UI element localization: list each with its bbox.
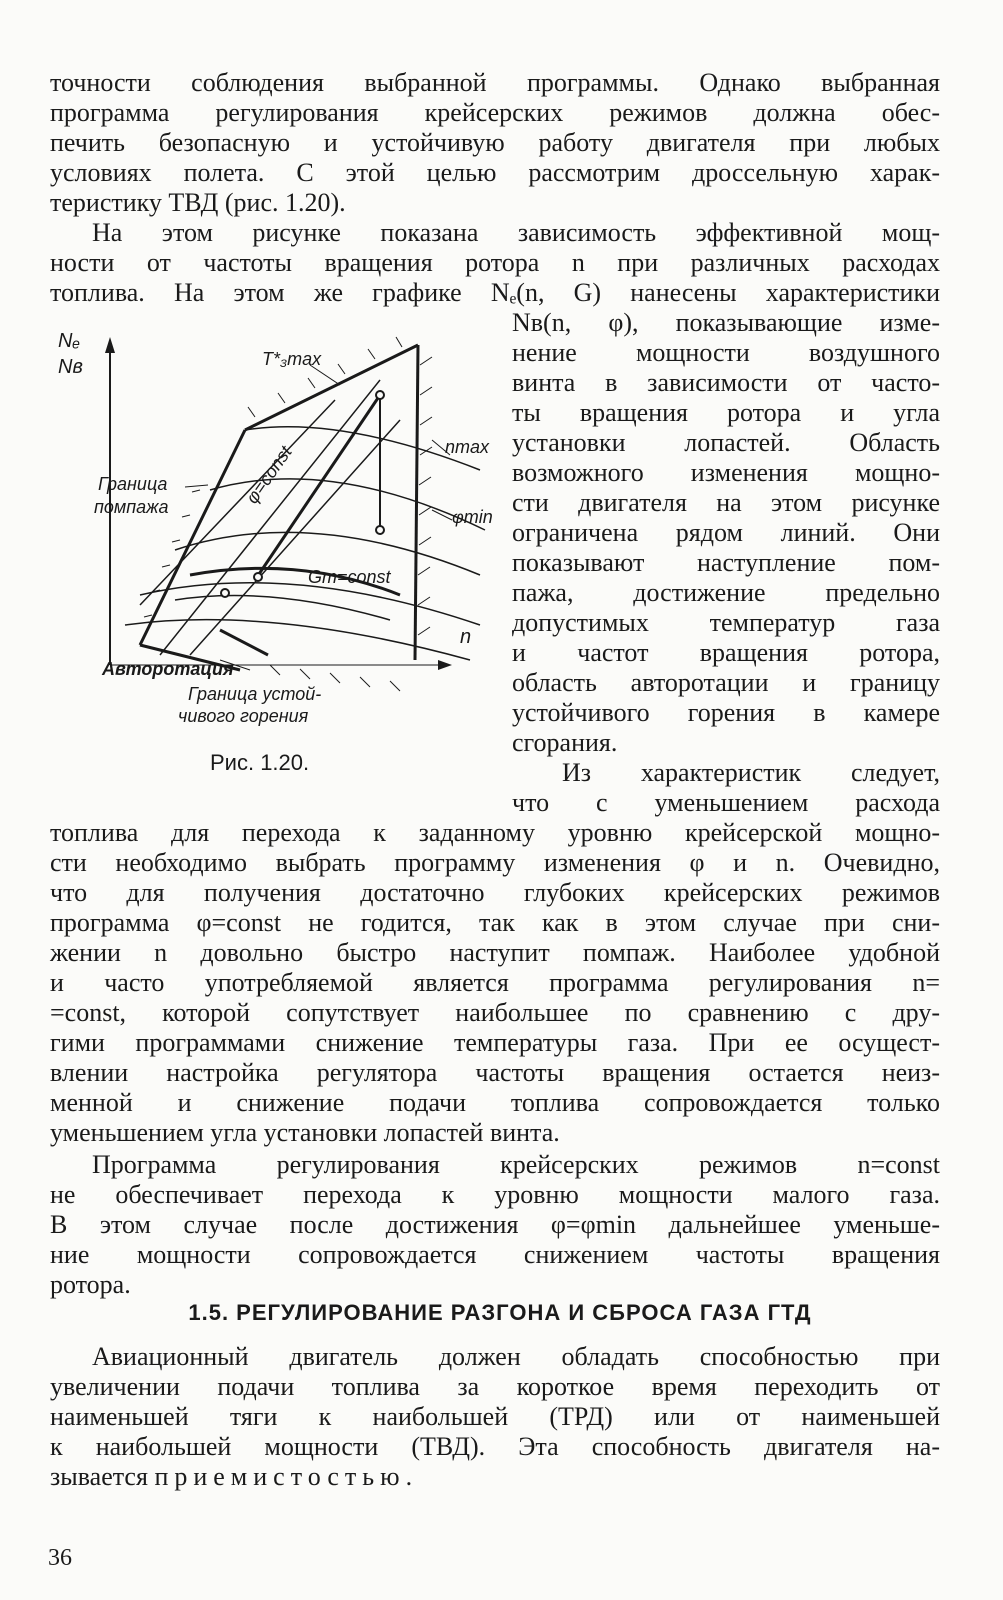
x-axis-label: n	[460, 626, 472, 648]
text-line: сти двигателя на этом рисунке	[512, 488, 940, 517]
text-line	[50, 1462, 940, 1492]
text-line: пажа, достижение предельно	[512, 578, 940, 607]
combustion-boundary	[220, 630, 268, 655]
text-line: устойчивого горения в камере	[512, 698, 940, 727]
text-line: программа φ=const не годится, так как в этом случае при сни-	[50, 908, 940, 937]
program-line	[255, 395, 380, 580]
x-axis-arrow	[438, 660, 452, 670]
text-line: программа регулирования крейсерских режимов должна обес-	[50, 98, 940, 127]
text-line: Из характеристик следует,	[562, 758, 940, 787]
n-const-curves	[125, 427, 485, 660]
section-heading: 1.5. РЕГУЛИРОВАНИЕ РАЗГОНА И СБРОСА ГАЗА ГТД	[188, 1300, 812, 1325]
text-fragment: зывается	[50, 1462, 155, 1491]
hatching	[144, 337, 432, 691]
text-line: На этом рисунке показана зависимость эффективной мощ-	[92, 218, 940, 247]
text-line: сти необходимо выбрать программу изменения φ и n. Очевидно,	[50, 848, 940, 877]
text-line: увеличении подачи топлива за короткое время переходить от	[50, 1372, 940, 1401]
text-line: допустимых температур газа	[512, 608, 940, 637]
figure-1-20	[40, 325, 500, 745]
y-axis-arrow	[105, 337, 115, 353]
text-line: Программа регулирования крейсерских режимов n=const	[92, 1150, 940, 1179]
t3max-label: T*₃max	[262, 349, 322, 369]
text-line: =const, которой сопутствует наибольшее по сравнению с дру-	[50, 998, 940, 1027]
text-line: ты вращения ротора и угла	[512, 398, 940, 427]
text-line: не обеспечивает перехода к уровню мощности малого газа.	[50, 1180, 940, 1209]
figure-caption: Рис. 1.20.	[210, 750, 310, 775]
text-line: топлива. На этом же графике Nₑ(n, G) нанесены характеристики	[50, 278, 940, 307]
text-line: что для получения достаточно глубоких крейсерских режимов	[50, 878, 940, 907]
text-line: жении n довольно быстро наступит помпаж. Наиболее удобной	[50, 938, 940, 967]
text-line: и частот вращения ротора,	[512, 638, 940, 667]
page-number: 36	[48, 1545, 72, 1571]
y-axis-label: Nв	[58, 356, 83, 378]
operating-point	[254, 573, 262, 581]
text-line: сгорания.	[512, 728, 618, 757]
text-line: Авиационный двигатель должен обладать способностью при	[92, 1342, 940, 1371]
text-line: ротора.	[50, 1270, 131, 1299]
autorotation-label: Авторотация	[102, 659, 234, 679]
text-line: и часто употребляемой является программа регулирования n=	[50, 968, 940, 997]
text-line: наименьшей тяги к наибольшей (ТРД) или от наименьшей	[50, 1402, 940, 1431]
gt-const-label: Gт=const	[308, 567, 391, 587]
text-line: влении настройка регулятора частоты вращения остается неиз-	[50, 1058, 940, 1087]
combustion-label: чивого горения	[178, 706, 309, 726]
text-line: показывают наступление пом-	[512, 548, 940, 577]
text-line: ние мощности сопровождается снижением частоты вращения	[50, 1240, 940, 1269]
nmax-label: nmax	[445, 437, 490, 457]
operating-point	[221, 589, 229, 597]
text-line: печить безопасную и устойчивую работу двигателя при любых	[50, 128, 940, 157]
emphasized-term: приемистостью.	[154, 1462, 419, 1491]
leader-line	[185, 485, 208, 487]
text-line: установки лопастей. Область	[512, 428, 940, 457]
surge-label: помпажа	[94, 497, 169, 517]
text-line: условиях полета. С этой целью рассмотрим дроссельную харак-	[50, 158, 940, 187]
surge-label: Граница	[98, 474, 168, 494]
operating-point	[376, 526, 384, 534]
phi-const-label: φ=const	[241, 442, 296, 508]
operating-point	[376, 391, 384, 399]
gt-const-curve-lower	[175, 596, 390, 621]
text-line: ности от частоты вращения ротора n при различных расходах	[50, 248, 940, 277]
text-line: к наибольшей мощности (ТВД). Эта способность двигателя на-	[50, 1432, 940, 1461]
y-axis-label: Nₑ	[58, 330, 81, 352]
text-line: уменьшением угла установки лопастей винта.	[50, 1118, 560, 1147]
text-line: нение мощности воздушного	[512, 338, 940, 367]
text-line: точности соблюдения выбранной программы. Однако выбранная	[50, 68, 940, 97]
phimin-label: φmin	[452, 507, 493, 527]
text-line: гими программами снижение температуры газа. При ее осущест-	[50, 1028, 940, 1057]
text-line: Nв(n, φ), показывающие изме-	[512, 308, 940, 337]
text-line: В этом случае после достижения φ=φmin дальнейшее уменьше-	[50, 1210, 940, 1239]
combustion-label: Граница устой-	[188, 684, 322, 704]
text-line: менной и снижение подачи топлива сопровождается только	[50, 1088, 940, 1117]
text-line: что с уменьшением расхода	[512, 788, 940, 817]
text-line: возможного изменения мощно-	[512, 458, 940, 487]
text-line: теристику ТВД (рис. 1.20).	[50, 188, 346, 217]
text-line: винта в зависимости от часто-	[512, 368, 940, 397]
text-line: топлива для перехода к заданному уровню крейсерской мощно-	[50, 818, 940, 847]
text-line: область авторотации и границу	[512, 668, 940, 697]
text-line: ограничена рядом линий. Они	[512, 518, 940, 547]
